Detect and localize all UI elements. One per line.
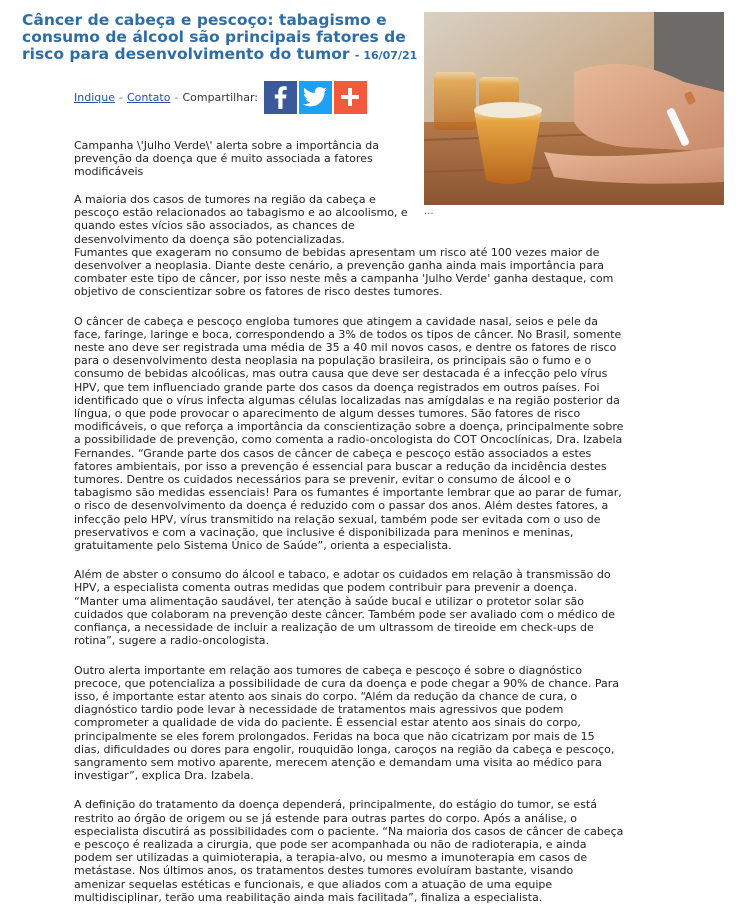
photo-caption: ...	[424, 206, 434, 217]
article-paragraph: Além de abster o consumo do álcool e tabaco, e adotar os cuidados em relação à transmissão do HPV, a especialista comenta outras medidas que podem contribuir para prevenir a doença. “Manter uma alimentação saudável, ter atenção à saúde bucal e utilizar o protetor solar são cuidados que colaboram na prevenção deste câncer. Também pode ser avaliado com o médico de confiança, a necessidade de incluir a realização de um ultrassom de tireoide em check-ups de rotina”, sugere a radio-oncologista.	[74, 568, 615, 648]
twitter-icon	[303, 87, 327, 107]
article-paragraph: O câncer de cabeça e pescoço engloba tumores que atingem a cavidade nasal, seios e pele da face, faringe, laringe e boca, correspondendo a 3% de todos os tipos de câncer. No Brasil, somente neste ano deve ser registrada uma média de 35 a 40 mil novos casos, e dentre os fatores de risco para o desenvolvimento desta neoplasia na população brasileira, os principais são o fumo e o consumo de bebidas alcoólicas, mas outra causa que deve ser destacada é a infecção pelo vírus HPV, que tem influenciado grande parte dos casos da doença registrados em outros países. Foi identificado que o vírus infecta algumas células localizadas nas amígdalas e na região posterior da língua, o que pode provocar o aparecimento de algum desses tumores. São fatores de risco modificáveis, o que reforça a importância da conscientização sobre a doença, principalmente sobre a possibilidade de prevenção, como comenta a radio-oncologista do COT Oncoclínicas, Dra. Izabela Fernandes. “Grande parte dos casos de câncer de cabeça e pescoço estão associados a estes fatores ambientais, por isso a prevenção é essencial para buscar a redução da incidência destes tumores. Dentre os cuidados necessários para se prevenir, evitar o consumo de álcool e o tabagismo são medidas essenciais! Para os fumantes é importante lembrar que ao parar de fumar, o risco de desenvolvimento da doença é reduzido com o passar dos anos. Além destes fatores, a infecção pelo HPV, vírus transmitido na relação sexual, também pode ser evitada com o uso de preservativos e com a vacinação, que inclusive é disponibilizada para meninos e meninas, gratuitamente pelo Sistema Único de Saúde”, orienta a especialista.	[74, 314, 624, 553]
share-label: Compartilhar:	[182, 90, 258, 104]
contato-link[interactable]: Contato	[126, 90, 171, 104]
facebook-icon	[270, 85, 290, 109]
beer-and-cigarette-photo	[424, 12, 724, 205]
article-paragraph: Outro alerta importante em relação aos tumores de cabeça e pescoço é sobre o diagnóstico precoce, que potencializa a possibilidade de cura da doença e pode chegar a 90% de chance. Para isso, é importante estar atento aos sinais do corpo. “Além da redução da chance de cura, o diagnóstico tardio pode levar à necessidade de tratamentos mais agressivos que podem comprometer a qualidade de vida do paciente. É essencial estar atento aos sinais do corpo, principalmente se eles forem prolongados. Feridas na boca que não cicatrizam por mais de 15 dias, dificuldades ou dores para engolir, rouquidão longa, caroços na região da cabeça e pescoço, sangramento sem motivo aparente, merecem atenção e demandam uma visita ao médico para investigar”, explica Dra. Izabela.	[74, 663, 620, 783]
article-paragraph: A definição do tratamento da doença dependerá, principalmente, do estágio do tumor, se está restrito ao órgão de origem ou se já estende para outras partes do corpo. Após a análise, o especialista discutirá as possibilidades com o paciente. “Na maioria dos casos de câncer de cabeça e pescoço é realizada a cirurgia, que pode ser acompanhada ou não de radioterapia, e ainda podem ser utilizadas a quimioterapia, a terapia-alvo, ou mesmo a imunoterapia em casos de metástase. Nos últimos anos, os tratamentos destes tumores evoluíram bastante, visando amenizar sequelas estéticas e funcionais, e que aliados com a atuação de uma equipe multidisciplinar, terão uma reabilitação ainda mais facilitada”, finaliza a especialista.	[74, 798, 624, 904]
share-separator: -	[118, 90, 123, 104]
article-date: - 16/07/21	[354, 49, 418, 62]
share-separator: -	[174, 90, 179, 104]
share-facebook-button[interactable]	[264, 81, 297, 114]
share-bar	[74, 80, 367, 114]
plus-icon	[340, 87, 360, 107]
share-more-button[interactable]	[334, 81, 367, 114]
article-title	[22, 12, 422, 64]
paragraph-continuation: Fumantes que exageram no consumo de bebidas apresentam um risco até 100 vezes maior de desenvolver a neoplasia. Diante deste cenário, a prevenção ganha ainda mais importância para combater este tipo de câncer, por isso neste mês a campanha 'Julho Verde' ganha destaque, com objetivo de conscientizar sobre os fatores de risco destes tumores.	[74, 245, 614, 299]
article-title-text: Câncer de cabeça e pescoço: tabagismo e consumo de álcool são principais fatores de risco para desenvolvimento do tumor	[22, 11, 406, 63]
indique-link[interactable]: Indique	[74, 90, 115, 104]
article-subtitle: Campanha \'Julho Verde\' alerta sobre a importância da prevenção da doença que é muito associada a fatores modificáveis	[74, 139, 379, 179]
article-photo	[424, 12, 724, 205]
share-twitter-button[interactable]	[299, 81, 332, 114]
paragraph-intro: A maioria dos casos de tumores na região da cabeça e pescoço estão relacionados ao tabagismo e ao alcoolismo, e quando estes vícios são associados, as chances de desenvolvimento da doença são potencializadas.	[74, 193, 408, 246]
article-paragraph	[74, 193, 624, 299]
article-body	[74, 193, 624, 920]
